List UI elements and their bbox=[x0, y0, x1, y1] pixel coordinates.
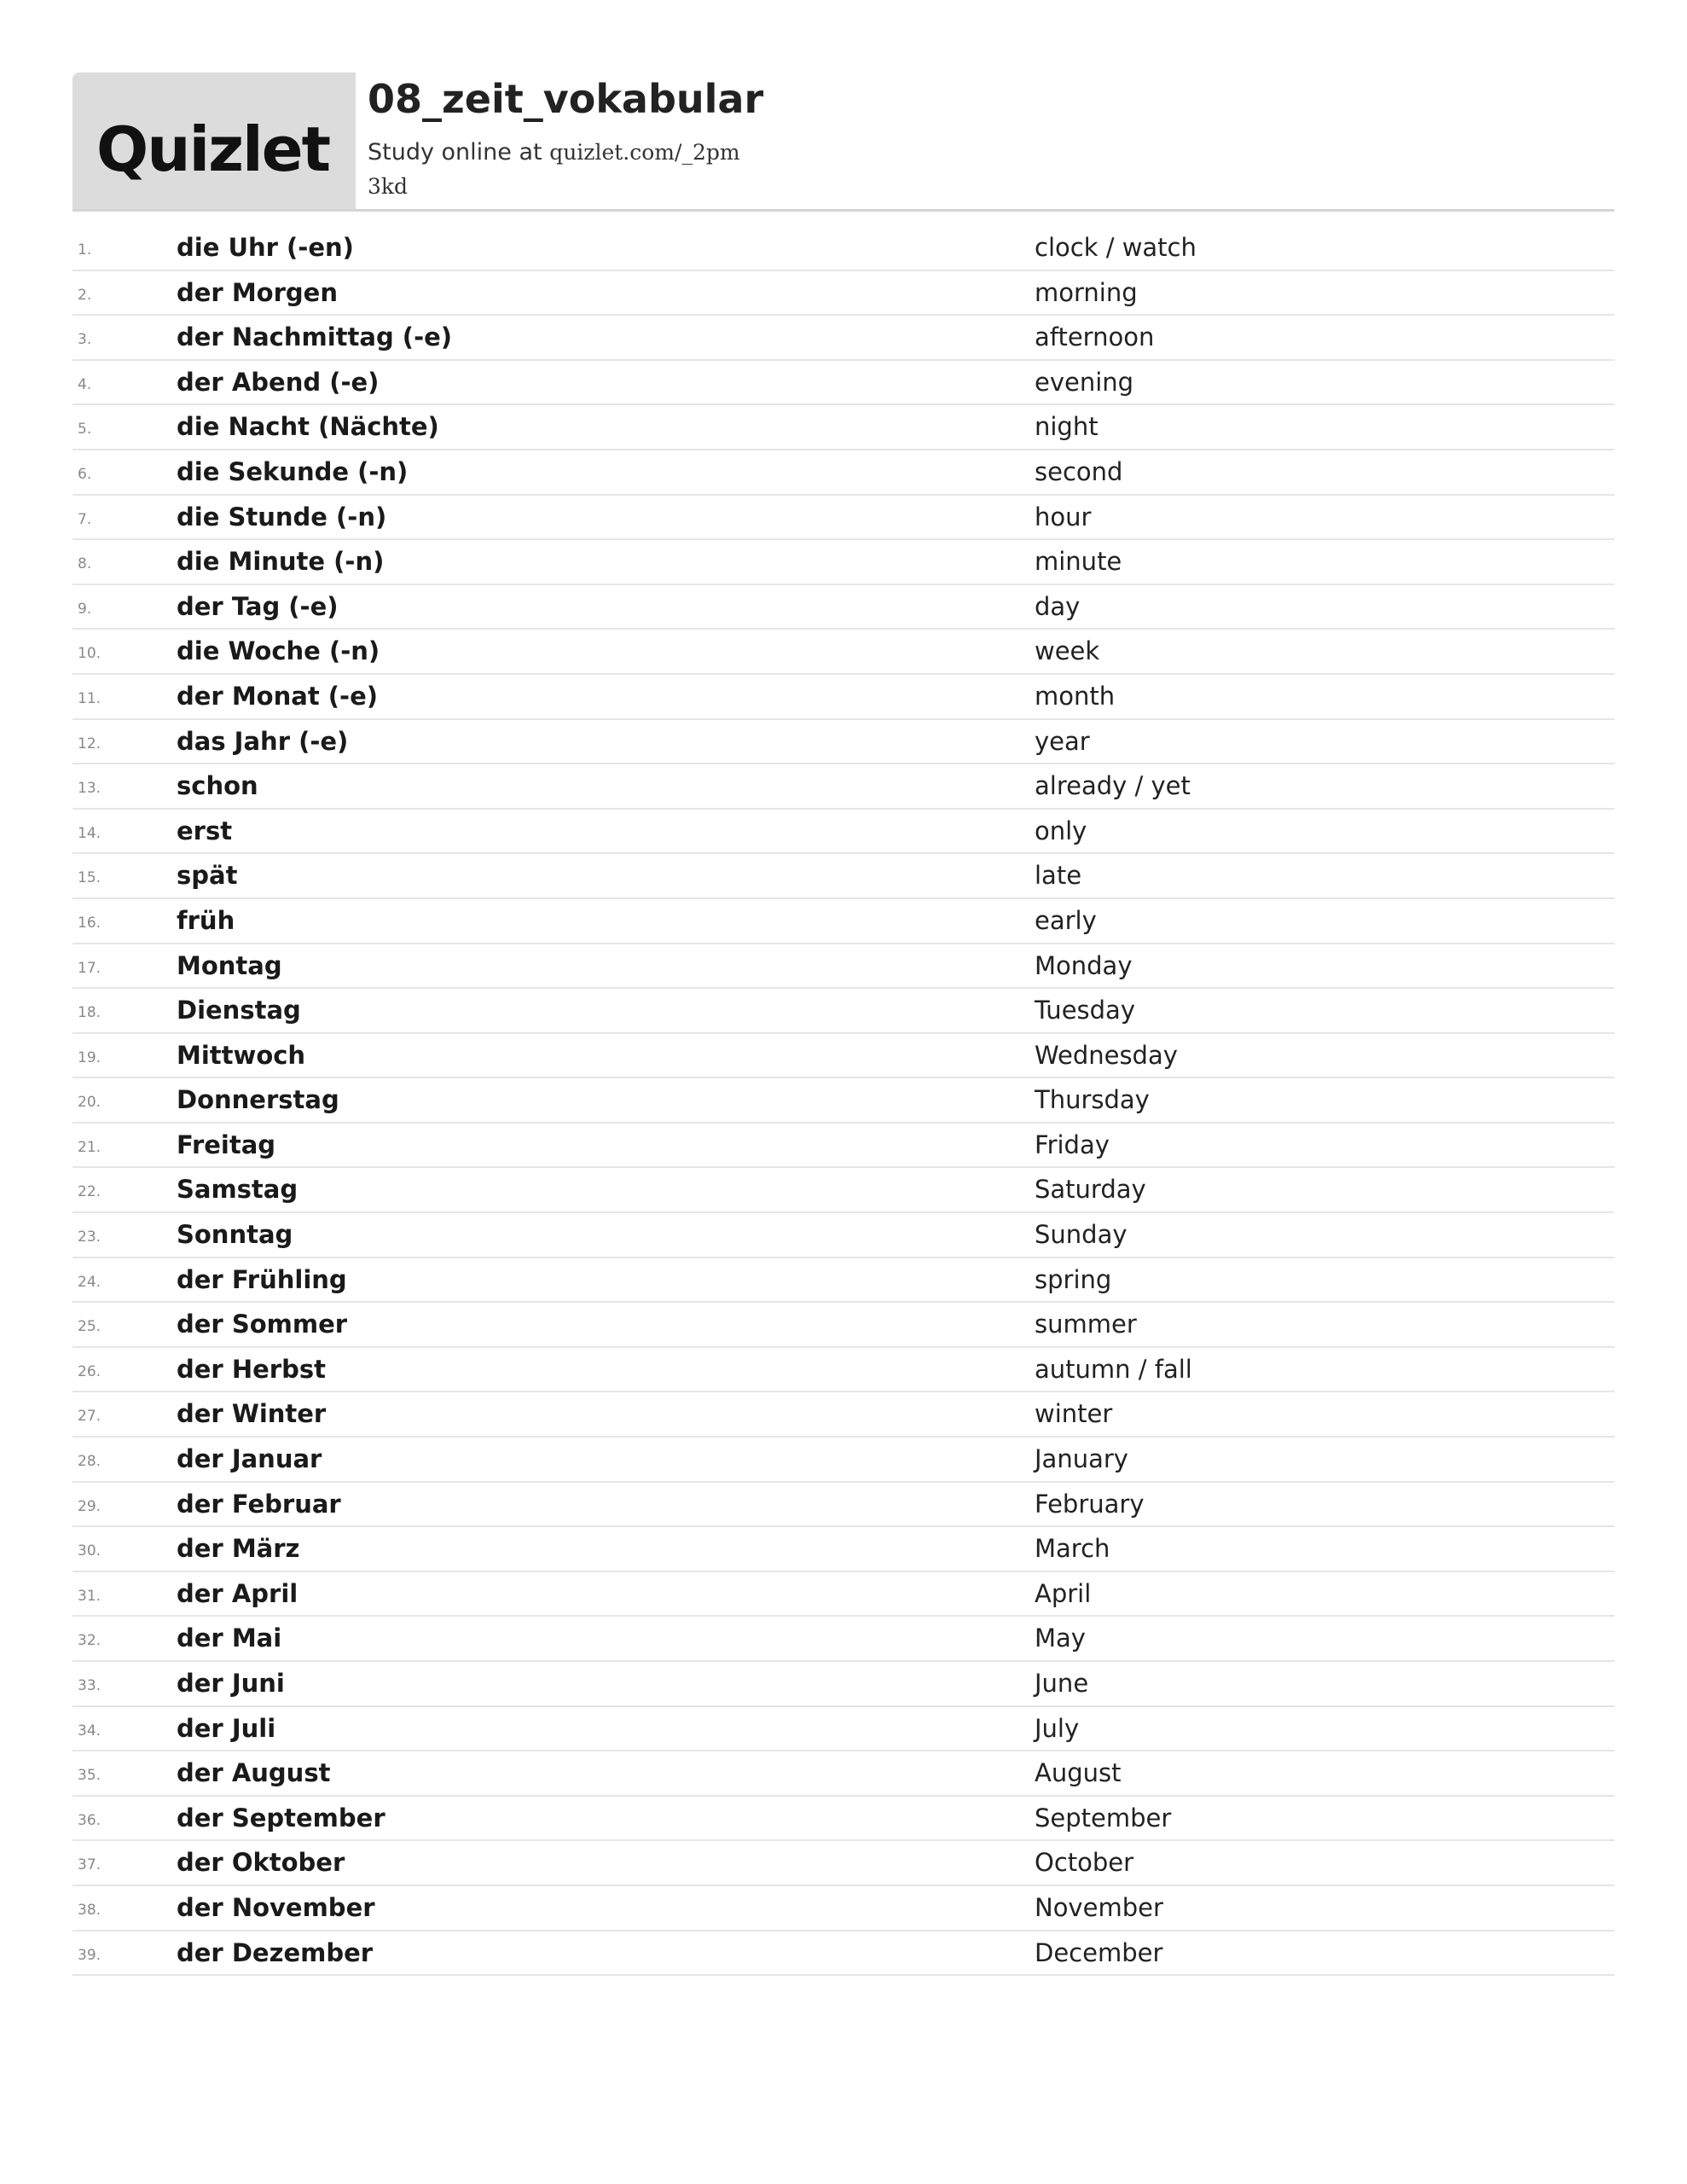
item-number: 28. bbox=[78, 1453, 101, 1471]
term: Dienstag bbox=[177, 996, 301, 1025]
term: die Nacht (Nächte) bbox=[177, 412, 439, 442]
term: der Nachmittag (-e) bbox=[177, 322, 453, 352]
definition: winter bbox=[1035, 1399, 1113, 1429]
term: Montag bbox=[177, 950, 282, 980]
term: der Oktober bbox=[177, 1848, 345, 1878]
definition: year bbox=[1035, 726, 1090, 756]
quizlet-logo bbox=[72, 73, 356, 209]
list-item bbox=[72, 1168, 1615, 1213]
list-item bbox=[72, 1258, 1615, 1304]
term: die Minute (-n) bbox=[177, 547, 385, 577]
list-item bbox=[72, 1078, 1615, 1124]
list-item bbox=[72, 630, 1615, 675]
definition: October bbox=[1035, 1848, 1134, 1878]
logo-text: Quizlet bbox=[96, 113, 329, 185]
page-header bbox=[72, 73, 1615, 212]
list-item bbox=[72, 226, 1615, 271]
item-number: 26. bbox=[78, 1362, 101, 1380]
item-number: 38. bbox=[78, 1901, 101, 1919]
item-number: 36. bbox=[78, 1811, 101, 1829]
term: der Dezember bbox=[177, 1937, 374, 1967]
definition: autumn / fall bbox=[1035, 1354, 1192, 1384]
term: der Juni bbox=[177, 1669, 285, 1698]
term: früh bbox=[177, 905, 235, 935]
item-number: 10. bbox=[78, 645, 101, 663]
item-number: 19. bbox=[78, 1048, 101, 1066]
study-online-line bbox=[368, 136, 743, 204]
list-item bbox=[72, 1483, 1615, 1528]
list-item bbox=[72, 1886, 1615, 1931]
term: der Herbst bbox=[177, 1354, 326, 1384]
item-number: 20. bbox=[78, 1094, 101, 1112]
term: die Uhr (-en) bbox=[177, 233, 354, 262]
term: der April bbox=[177, 1578, 299, 1608]
definition: January bbox=[1035, 1444, 1128, 1474]
list-item bbox=[72, 405, 1615, 450]
item-number: 31. bbox=[78, 1587, 101, 1605]
item-number: 13. bbox=[78, 780, 101, 798]
term: der August bbox=[177, 1758, 331, 1788]
item-number: 34. bbox=[78, 1722, 101, 1740]
item-number: 33. bbox=[78, 1677, 101, 1694]
list-item bbox=[72, 450, 1615, 496]
list-item bbox=[72, 1662, 1615, 1707]
term: der November bbox=[177, 1892, 375, 1922]
list-item bbox=[72, 899, 1615, 944]
term: die Sekunde (-n) bbox=[177, 456, 409, 486]
item-number: 17. bbox=[78, 959, 101, 977]
definition: Saturday bbox=[1035, 1175, 1146, 1205]
list-item bbox=[72, 316, 1615, 361]
definition: clock / watch bbox=[1035, 233, 1197, 262]
definition: Friday bbox=[1035, 1130, 1110, 1159]
item-number: 15. bbox=[78, 869, 101, 887]
list-item bbox=[72, 585, 1615, 630]
definition: May bbox=[1035, 1623, 1086, 1653]
list-item bbox=[72, 1572, 1615, 1618]
list-item bbox=[72, 1124, 1615, 1169]
list-item bbox=[72, 1213, 1615, 1258]
list-item bbox=[72, 1348, 1615, 1393]
item-number: 3. bbox=[78, 331, 92, 349]
term: spät bbox=[177, 861, 238, 891]
definition: morning bbox=[1035, 277, 1138, 307]
list-item bbox=[72, 1931, 1615, 1977]
definition: August bbox=[1035, 1758, 1122, 1788]
definition: early bbox=[1035, 905, 1097, 935]
set-title: 08_zeit_vokabular bbox=[368, 76, 764, 122]
definition: second bbox=[1035, 456, 1123, 486]
item-number: 30. bbox=[78, 1542, 101, 1560]
definition: March bbox=[1035, 1534, 1110, 1564]
item-number: 1. bbox=[78, 241, 92, 258]
definition: Thursday bbox=[1035, 1085, 1150, 1115]
list-item bbox=[72, 361, 1615, 406]
list-item bbox=[72, 854, 1615, 899]
term: der Morgen bbox=[177, 277, 338, 307]
term: die Woche (-n) bbox=[177, 636, 380, 666]
definition: only bbox=[1035, 816, 1087, 845]
list-item bbox=[72, 675, 1615, 720]
term: der Winter bbox=[177, 1399, 327, 1429]
definition: week bbox=[1035, 636, 1100, 666]
item-number: 29. bbox=[78, 1497, 101, 1515]
item-number: 27. bbox=[78, 1408, 101, 1426]
item-number: 25. bbox=[78, 1318, 101, 1336]
item-number: 7. bbox=[78, 510, 92, 528]
definition: afternoon bbox=[1035, 322, 1155, 352]
definition: minute bbox=[1035, 547, 1122, 577]
item-number: 39. bbox=[78, 1946, 101, 1964]
definition: July bbox=[1035, 1713, 1080, 1743]
definition: Monday bbox=[1035, 950, 1133, 980]
definition: already / yet bbox=[1035, 771, 1191, 801]
item-number: 4. bbox=[78, 375, 92, 393]
term: erst bbox=[177, 816, 233, 845]
list-item bbox=[72, 1527, 1615, 1572]
term: der Sommer bbox=[177, 1310, 348, 1339]
list-item bbox=[72, 540, 1615, 585]
item-number: 35. bbox=[78, 1767, 101, 1785]
study-url: quizlet.com/_2pm3kd bbox=[368, 140, 740, 199]
term: der Mai bbox=[177, 1623, 282, 1653]
term: der Juli bbox=[177, 1713, 276, 1743]
term: Freitag bbox=[177, 1130, 276, 1159]
item-number: 22. bbox=[78, 1183, 101, 1201]
term: Samstag bbox=[177, 1175, 299, 1205]
term: schon bbox=[177, 771, 258, 801]
term: der Januar bbox=[177, 1444, 322, 1474]
list-item bbox=[72, 271, 1615, 317]
definition: June bbox=[1035, 1669, 1089, 1698]
term: der März bbox=[177, 1534, 300, 1564]
list-item bbox=[72, 1392, 1615, 1438]
term: das Jahr (-e) bbox=[177, 726, 349, 756]
item-number: 12. bbox=[78, 735, 101, 752]
term: der Februar bbox=[177, 1489, 341, 1519]
definition: month bbox=[1035, 681, 1116, 711]
item-number: 18. bbox=[78, 1004, 101, 1022]
term: Sonntag bbox=[177, 1220, 293, 1250]
list-item bbox=[72, 944, 1615, 990]
list-item bbox=[72, 1438, 1615, 1483]
item-number: 14. bbox=[78, 824, 101, 842]
definition: September bbox=[1035, 1803, 1172, 1833]
definition: December bbox=[1035, 1937, 1163, 1967]
definition: summer bbox=[1035, 1310, 1137, 1339]
vocabulary-list bbox=[72, 226, 1615, 1976]
item-number: 23. bbox=[78, 1228, 101, 1246]
term: der September bbox=[177, 1803, 386, 1833]
term: der Monat (-e) bbox=[177, 681, 378, 711]
term: Mittwoch bbox=[177, 1040, 306, 1070]
study-prefix: Study online at bbox=[368, 139, 550, 166]
definition: day bbox=[1035, 591, 1081, 621]
item-number: 6. bbox=[78, 465, 92, 483]
term: der Abend (-e) bbox=[177, 367, 380, 397]
list-item bbox=[72, 1841, 1615, 1886]
item-number: 21. bbox=[78, 1138, 101, 1156]
definition: Tuesday bbox=[1035, 996, 1135, 1025]
list-item bbox=[72, 1751, 1615, 1797]
list-item bbox=[72, 1797, 1615, 1842]
definition: hour bbox=[1035, 502, 1092, 531]
list-item bbox=[72, 496, 1615, 541]
definition: Sunday bbox=[1035, 1220, 1128, 1250]
list-item bbox=[72, 764, 1615, 810]
list-item bbox=[72, 1034, 1615, 1079]
term: der Frühling bbox=[177, 1264, 347, 1294]
item-number: 24. bbox=[78, 1273, 101, 1291]
list-item bbox=[72, 1303, 1615, 1348]
definition: evening bbox=[1035, 367, 1134, 397]
item-number: 16. bbox=[78, 914, 101, 932]
definition: night bbox=[1035, 412, 1099, 442]
item-number: 32. bbox=[78, 1632, 101, 1650]
definition: spring bbox=[1035, 1264, 1112, 1294]
list-item bbox=[72, 1617, 1615, 1662]
item-number: 2. bbox=[78, 286, 92, 304]
list-item bbox=[72, 1707, 1615, 1752]
term: Donnerstag bbox=[177, 1085, 339, 1115]
item-number: 11. bbox=[78, 689, 101, 707]
term: der Tag (-e) bbox=[177, 591, 339, 621]
item-number: 5. bbox=[78, 421, 92, 439]
item-number: 8. bbox=[78, 555, 92, 573]
definition: February bbox=[1035, 1489, 1145, 1519]
item-number: 9. bbox=[78, 600, 92, 618]
list-item bbox=[72, 989, 1615, 1034]
definition: Wednesday bbox=[1035, 1040, 1178, 1070]
list-item bbox=[72, 720, 1615, 765]
definition: November bbox=[1035, 1892, 1163, 1922]
definition: April bbox=[1035, 1578, 1092, 1608]
definition: late bbox=[1035, 861, 1082, 891]
item-number: 37. bbox=[78, 1856, 101, 1874]
list-item bbox=[72, 810, 1615, 855]
term: die Stunde (-n) bbox=[177, 502, 387, 531]
